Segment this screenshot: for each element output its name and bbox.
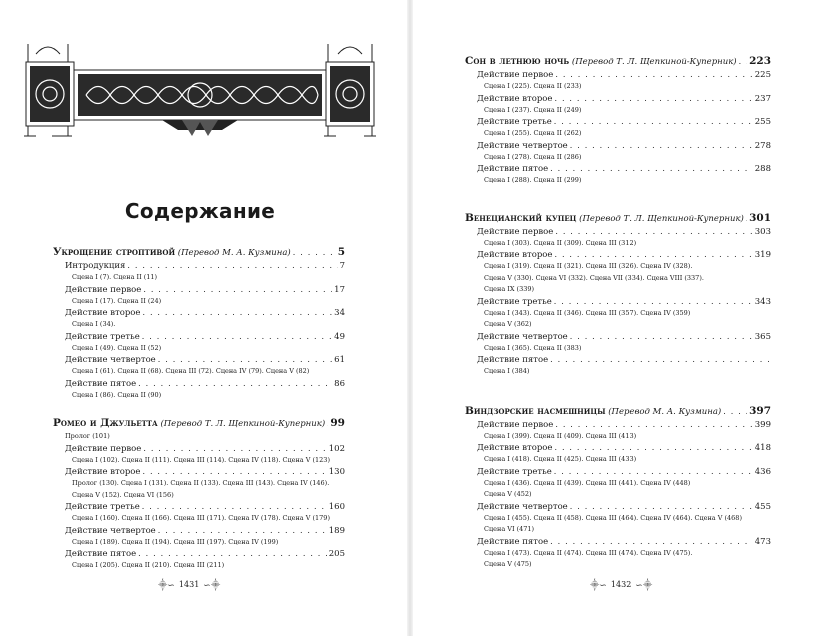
act-entry: Действие пятое . . . xyxy=(465,354,771,366)
play-entry xyxy=(53,245,345,260)
act-entry: Действие пятое . . . 288 xyxy=(465,163,771,175)
act-page: 288 xyxy=(754,164,771,174)
table-of-contents xyxy=(465,54,771,571)
page-title: Содержание xyxy=(124,199,276,223)
play-page: 99 xyxy=(330,417,345,429)
scene-list: Сцена VI (471) xyxy=(484,525,535,533)
play-title: Ромео и Джульетта xyxy=(53,417,158,429)
play-page: 223 xyxy=(749,55,771,67)
act-entry: Действие третье . . . 160 xyxy=(53,501,345,513)
act-page: 17 xyxy=(334,284,345,295)
play-page: 397 xyxy=(749,404,771,417)
scene-list: Сцена I (189). Сцена II (194). Сцена III (197). Сцена IV (199) xyxy=(72,537,279,546)
table-of-contents xyxy=(53,245,345,572)
act-entry: Действие пятое . . . 473 xyxy=(465,536,771,548)
play-title: Венецианский купец xyxy=(465,211,577,224)
scene-list: Сцена I (61). Сцена II (68). Сцена III (72). Сцена IV (79). Сцена V (82) xyxy=(72,367,310,375)
scene-list: Сцена I (303). Сцена II (309). Сцена III (312) xyxy=(484,238,637,247)
act-entry: Действие второе . . . 130 xyxy=(53,466,345,478)
act-entry: Действие четвертое . . . 189 xyxy=(53,525,345,537)
act-page: 61 xyxy=(334,355,345,365)
play-title: Укрощение строптивой xyxy=(53,246,176,258)
play-translator: (Перевод Т. Л. Щепкиной-Куперник) xyxy=(160,419,326,429)
act-page: 278 xyxy=(754,140,771,151)
page-folio xyxy=(158,578,220,591)
act-entry: Действие первое . . . 225 xyxy=(465,69,771,81)
play-entry xyxy=(53,416,345,431)
act-page: 343 xyxy=(754,296,771,307)
act-entry: Действие второе . . . 418 xyxy=(465,442,771,454)
scene-list: Сцена I (418). Сцена II (425). Сцена III (433) xyxy=(484,455,637,463)
act-page: 418 xyxy=(754,443,771,453)
scene-list: Сцена I (455). Сцена II (458). Сцена III (464). Сцена IV (464). Сцена V (468) xyxy=(484,513,742,522)
scene-list: Сцена I (7). Сцена II (11) xyxy=(72,273,158,281)
scene-list: Сцена I (384) xyxy=(484,367,530,375)
scene-list: Сцена I (86). Сцена II (90) xyxy=(72,390,162,399)
act-page: 399 xyxy=(754,419,771,430)
play-translator: (Перевод Т. Л. Щепкиной-Куперник) xyxy=(571,57,737,67)
act-entry: Действие четвертое . . . 61 xyxy=(53,354,345,366)
swirl-ornament-icon: ∽⸎ xyxy=(635,581,653,591)
act-entry: Действие второе . . . 34 xyxy=(53,307,345,319)
scene-list: Сцена I (34). xyxy=(72,320,116,328)
leader-dots xyxy=(327,417,328,431)
right-page xyxy=(410,0,820,636)
page-number: 1432 xyxy=(610,580,632,589)
play-translator: (Перевод М. А. Кузмина) xyxy=(608,406,722,417)
act-entry: Действие первое . . . 102 xyxy=(53,443,345,455)
scene-list: Сцена V (452) xyxy=(484,490,532,498)
scene-list: Сцена I (278). Сцена II (286) xyxy=(484,152,582,161)
scene-list: Сцена V (475) xyxy=(484,560,532,568)
swirl-ornament-icon: ∽⸎ xyxy=(203,581,221,591)
act-entry: Действие третье . . . 436 xyxy=(465,466,771,478)
act-entry: Действие пятое . . . 86 xyxy=(53,378,345,390)
page-folio xyxy=(590,578,652,591)
scene-list: Сцена I (160). Сцена II (166). Сцена III (171). Сцена IV (178). Сцена V (179) xyxy=(72,514,330,522)
play-translator: (Перевод М. А. Кузмина) xyxy=(177,248,291,258)
act-page: 130 xyxy=(328,467,345,477)
scene-list: Сцена I (343). Сцена II (346). Сцена III (357). Сцена IV (359) xyxy=(484,308,691,317)
act-entry: Действие третье . . . 255 xyxy=(465,116,771,128)
scene-list: Пролог (130). Сцена I (131). Сцена II (133). Сцена III (143). Сцена IV (146). xyxy=(72,479,330,487)
scene-list: Сцена V (362) xyxy=(484,320,532,328)
act-page: 237 xyxy=(754,93,771,104)
act-page: 189 xyxy=(328,525,345,536)
act-page: 303 xyxy=(754,226,771,237)
scene-list: Сцена I (237). Сцена II (249) xyxy=(484,105,582,114)
play-title: Сон в летнюю ночь xyxy=(465,55,570,67)
scene-list: Сцена IX (339) xyxy=(484,285,535,293)
scene-list: Сцена I (255). Сцена II (262) xyxy=(484,129,582,137)
scene-list: Сцена I (399). Сцена II (409). Сцена III (413) xyxy=(484,431,637,440)
act-entry: Действие третье . . . 49 xyxy=(53,331,345,343)
play-page: 5 xyxy=(337,246,345,258)
swirl-ornament-icon: ⸎∽ xyxy=(158,581,175,591)
play-page: 301 xyxy=(749,211,771,224)
leader-dots xyxy=(739,55,747,69)
act-page: 455 xyxy=(754,501,771,512)
act-page: 160 xyxy=(328,502,345,512)
play-entry xyxy=(465,404,771,419)
act-entry: Действие второе . . . 237 xyxy=(465,93,771,105)
scene-list: Сцена I (17). Сцена II (24) xyxy=(72,296,162,305)
act-page: 34 xyxy=(334,308,345,318)
scene-list: Сцена I (436). Сцена II (439). Сцена III (441). Сцена IV (448) xyxy=(484,478,691,487)
leader-dots xyxy=(746,212,747,226)
play-entry xyxy=(465,54,771,69)
page-number: 1431 xyxy=(178,580,200,589)
play-entry xyxy=(465,211,771,226)
scene-list: Сцена I (365). Сцена II (383) xyxy=(484,343,582,352)
swirl-ornament-icon: ⸎∽ xyxy=(590,581,607,591)
decorative-header-ornament-icon xyxy=(22,40,378,140)
scene-list: Сцена I (102). Сцена II (111). Сцена III (114). Сцена IV (118). Сцена V (123) xyxy=(72,455,330,464)
act-page: 102 xyxy=(328,443,345,454)
act-page: 365 xyxy=(754,331,771,342)
scene-list: Сцена I (288). Сцена II (299) xyxy=(484,176,582,184)
prolog-entry: Пролог (101) xyxy=(65,432,110,440)
act-entry: Интродукция . . . 7 xyxy=(53,260,345,272)
scene-list: Сцена I (319). Сцена II (321). Сцена III (326). Сцена IV (328). xyxy=(484,262,693,270)
scene-list: Сцена V (152). Сцена VI (156) xyxy=(72,490,174,499)
act-entry: Действие четвертое . . . 278 xyxy=(465,140,771,152)
act-entry: Действие первое . . . 17 xyxy=(53,284,345,296)
act-entry: Действие четвертое . . . 455 xyxy=(465,501,771,513)
act-page: 319 xyxy=(754,250,771,260)
act-page: 205 xyxy=(328,549,345,559)
act-page: 86 xyxy=(334,378,345,389)
act-page: 49 xyxy=(334,331,345,342)
act-page: 473 xyxy=(754,536,771,547)
scene-list: Сцена I (205). Сцена II (210). Сцена III (211) xyxy=(72,561,225,569)
act-page: 436 xyxy=(754,466,771,477)
scene-list: Сцена I (473). Сцена II (474). Сцена III (474). Сцена IV (475). xyxy=(484,548,693,557)
scene-list: Сцена I (49). Сцена II (52) xyxy=(72,343,162,352)
act-entry: Действие первое . . . 303 xyxy=(465,226,771,238)
act-page: 225 xyxy=(754,70,771,80)
act-entry: Действие пятое . . . 205 xyxy=(53,548,345,560)
act-entry: Действие первое . . . 399 xyxy=(465,419,771,431)
act-entry: Действие второе . . . 319 xyxy=(465,249,771,261)
act-page: 7 xyxy=(339,261,345,271)
leader-dots xyxy=(293,246,336,260)
act-page: 255 xyxy=(754,117,771,127)
act-entry: Действие третье . . . 343 xyxy=(465,296,771,308)
play-translator: (Перевод Т. Л. Щепкиной-Куперник) xyxy=(579,213,744,224)
act-entry: Действие четвертое . . . 365 xyxy=(465,331,771,343)
leader-dots xyxy=(723,405,747,419)
scene-list: Сцена V (330). Сцена VI (332). Сцена VII (334). Сцена VIII (337). xyxy=(484,273,704,282)
play-title: Виндзорские насмешницы xyxy=(465,404,606,417)
scene-list: Сцена I (225). Сцена II (233) xyxy=(484,82,582,90)
